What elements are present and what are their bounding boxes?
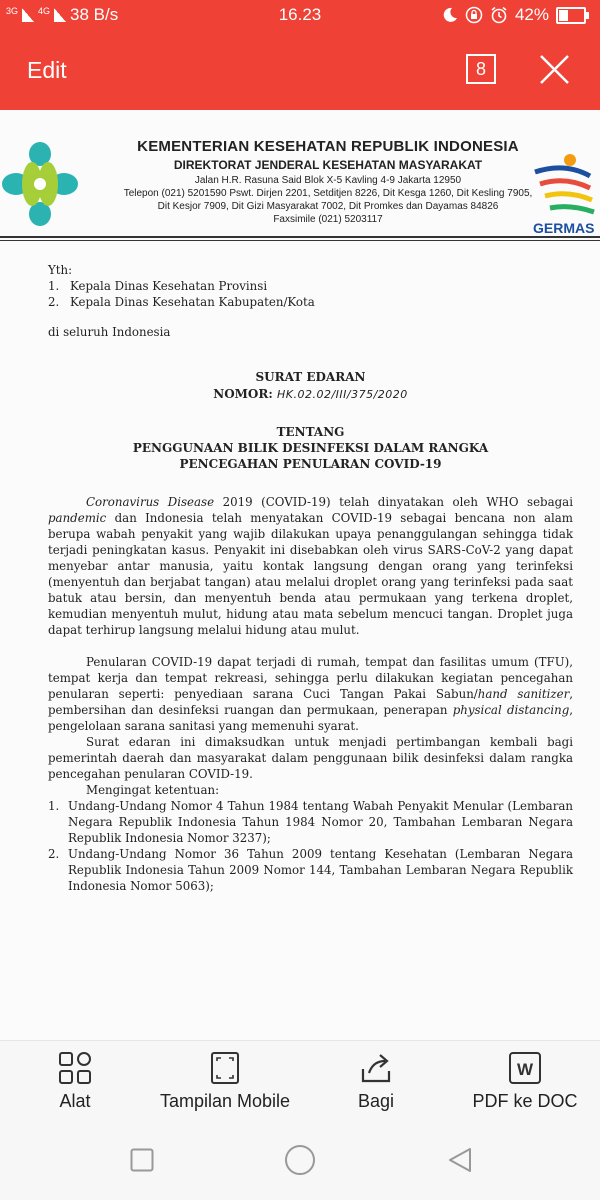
- header-rule-thin: [0, 240, 600, 241]
- kemenkes-logo: [0, 140, 80, 230]
- share-label: Bagi: [357, 1091, 395, 1111]
- list-item: [48, 798, 573, 846]
- share-button[interactable]: [346, 1051, 406, 1112]
- addressee-location: di seluruh Indonesia: [48, 325, 171, 339]
- alarm-icon: [490, 6, 508, 24]
- list-item-text: Undang-Undang Nomor 4 Tahun 1984 tentang Wabah Penyakit Menular (Lembaran Negara Republik Indonesia Tahun 1984 Nomor 20, Tambahan Lembaran Negara Republik Indonesia Nomor 3237);: [68, 799, 573, 845]
- network-type-2: 4G: [38, 5, 51, 16]
- number-value: HK.02.02/III/375/2020: [276, 388, 408, 401]
- battery-percent: 42%: [514, 5, 549, 24]
- p3-text: Surat edaran ini dimaksudkan untuk menjadi pertimbangan kembali bagi pemerintah daerah dan masyarakat dalam penggunaan bilik desinfeksi dalam rangka pencegahan penularan COVID-19.: [48, 735, 573, 781]
- recent-apps-icon[interactable]: [130, 1148, 154, 1172]
- mobile-view-label: Tampilan Mobile: [159, 1091, 291, 1111]
- tools-label: Alat: [59, 1091, 91, 1111]
- list-item-number: 1.: [48, 799, 60, 813]
- moon-icon: [442, 7, 458, 23]
- addressee-num-1: 1.: [48, 279, 60, 293]
- ministry-name: KEMENTERIAN KESEHATAN REPUBLIK INDONESIA: [137, 138, 519, 155]
- document-page[interactable]: [0, 110, 600, 1040]
- battery-icon: [556, 7, 586, 24]
- letter-title: SURAT EDARAN: [255, 370, 366, 384]
- addressee-yth: Yth:: [48, 263, 73, 277]
- number-label: NOMOR:: [213, 387, 273, 401]
- germas-label: GERMAS: [533, 220, 595, 236]
- letter-about: TENTANG: [276, 425, 345, 439]
- address: Jalan H.R. Rasuna Said Blok X-5 Kavling 4-9 Jakarta 12950: [194, 175, 462, 186]
- status-right: [442, 5, 586, 25]
- pdf-to-doc-label: PDF ke DOC: [472, 1091, 578, 1111]
- p2-text-c: , pengelolaan sarana sanitasi yang memenuhi syarat.: [48, 703, 573, 733]
- back-icon[interactable]: [446, 1146, 474, 1174]
- list-item: [48, 846, 573, 894]
- paragraph-4: [48, 782, 573, 798]
- app-header: [0, 0, 600, 110]
- legal-list: [48, 798, 573, 894]
- close-icon[interactable]: [538, 53, 571, 86]
- paragraph-1: [48, 494, 573, 638]
- p1-text-b: dan Indonesia telah menyatakan COVID-19 sebagai bencana non alam berupa wabah penyakit yang wajib dilakukan upaya penanggulangan sehingga tidak terjadi peningkatan kasus. Penyakit ini disebabkan oleh virus SARS-CoV-2 yang dapat menyebar antar manusia, yaitu kontak langsung dengan orang yang terinfeksi (menyentuh dan berjabat tangan) atau melalui droplet orang yang terinfeksi pada saat batuk atau bersin, dan menyentuh benda atau permukaan yang terkena droplet, kemudian menyentuh mulut, hidung atau mata sebelum mencuci tangan. Droplet juga dapat terhirup langsung melalui hidung atau mulut.: [48, 511, 573, 637]
- p4-text: Mengingat ketentuan:: [86, 783, 220, 797]
- fax: Faxsimile (021) 5203117: [273, 214, 383, 225]
- pdf-to-doc-button[interactable]: [470, 1051, 580, 1112]
- status-bar: [0, 0, 600, 30]
- p1-italic-2: pandemic: [48, 511, 107, 525]
- p2-italic-2: physical distancing: [452, 703, 570, 717]
- word-doc-icon: [508, 1051, 542, 1085]
- paragraph-2: [48, 654, 573, 734]
- addressee-item-2: Kepala Dinas Kesehatan Kabupaten/Kota: [70, 295, 315, 309]
- list-item-text: Undang-Undang Nomor 36 Tahun 2009 tentang Kesehatan (Lembaran Negara Republik Indonesia Tahun 2009 Nomor 144, Tambahan Lembaran Negara Republik Indonesia Nomor 5063);: [68, 847, 573, 893]
- edit-button[interactable]: Edit: [27, 57, 67, 83]
- network-type-1: 3G: [6, 5, 19, 16]
- share-icon: [359, 1051, 393, 1085]
- phone-line-1: Telepon (021) 5201590 Pswt. Dirjen 2201, Setditjen 8226, Dit Kesga 1260, Dit Kesling 7905,: [123, 188, 533, 199]
- page-count-button[interactable]: 8: [466, 54, 496, 84]
- letter-number-line: [48, 387, 573, 401]
- network-speed: 38 B/s: [70, 5, 119, 24]
- home-icon[interactable]: [284, 1144, 316, 1176]
- addressee-item-1: Kepala Dinas Kesehatan Provinsi: [70, 279, 268, 293]
- letter-subject-1: PENGGUNAAN BILIK DESINFEKSI DALAM RANGKA: [132, 441, 489, 455]
- tools-button[interactable]: [42, 1051, 108, 1112]
- bottom-action-bar: [0, 1040, 600, 1123]
- p2-text-a: Penularan COVID-19 dapat terjadi di rumah, tempat dan fasilitas umum (TFU), tempat kerja dan tempat rekreasi, sehingga perlu dilakukan kegiatan pencegahan penularan seperti: penyediaan sarana Cuci Tangan Pakai Sabun/: [48, 655, 573, 701]
- tools-icon: [58, 1051, 92, 1085]
- system-navigation-bar: [0, 1122, 600, 1200]
- germas-logo: [530, 150, 600, 220]
- header-rule: [0, 236, 600, 238]
- p1-text-a: 2019 (COVID-19) telah dinyatakan oleh WHO sebagai: [214, 495, 573, 509]
- clock: 16.23: [278, 5, 322, 24]
- mobile-view-button[interactable]: [155, 1051, 295, 1112]
- phone-line-2: Dit Kesjor 7909, Dit Gizi Masyarakat 7002, Dit Promkes dan Dayamas 84826: [157, 201, 499, 212]
- addressee-num-2: 2.: [48, 295, 60, 309]
- letter-subject-2: PENCEGAHAN PENULARAN COVID-19: [179, 457, 442, 471]
- p2-italic: hand sanitizer: [477, 687, 570, 701]
- p1-italic: Coronavirus Disease: [86, 495, 215, 509]
- paragraph-3: [48, 734, 573, 782]
- p2-text-b: , pembersihan dan desinfeksi ruangan dan permukaan, penerapan: [48, 687, 573, 717]
- list-item-number: 2.: [48, 847, 60, 861]
- mobile-view-icon: [210, 1051, 240, 1085]
- word-letter: W: [516, 1060, 534, 1079]
- rotation-lock-icon: [465, 6, 483, 24]
- letterhead-text: [78, 138, 578, 225]
- directorate-name: DIREKTORAT JENDERAL KESEHATAN MASYARAKAT: [173, 158, 483, 172]
